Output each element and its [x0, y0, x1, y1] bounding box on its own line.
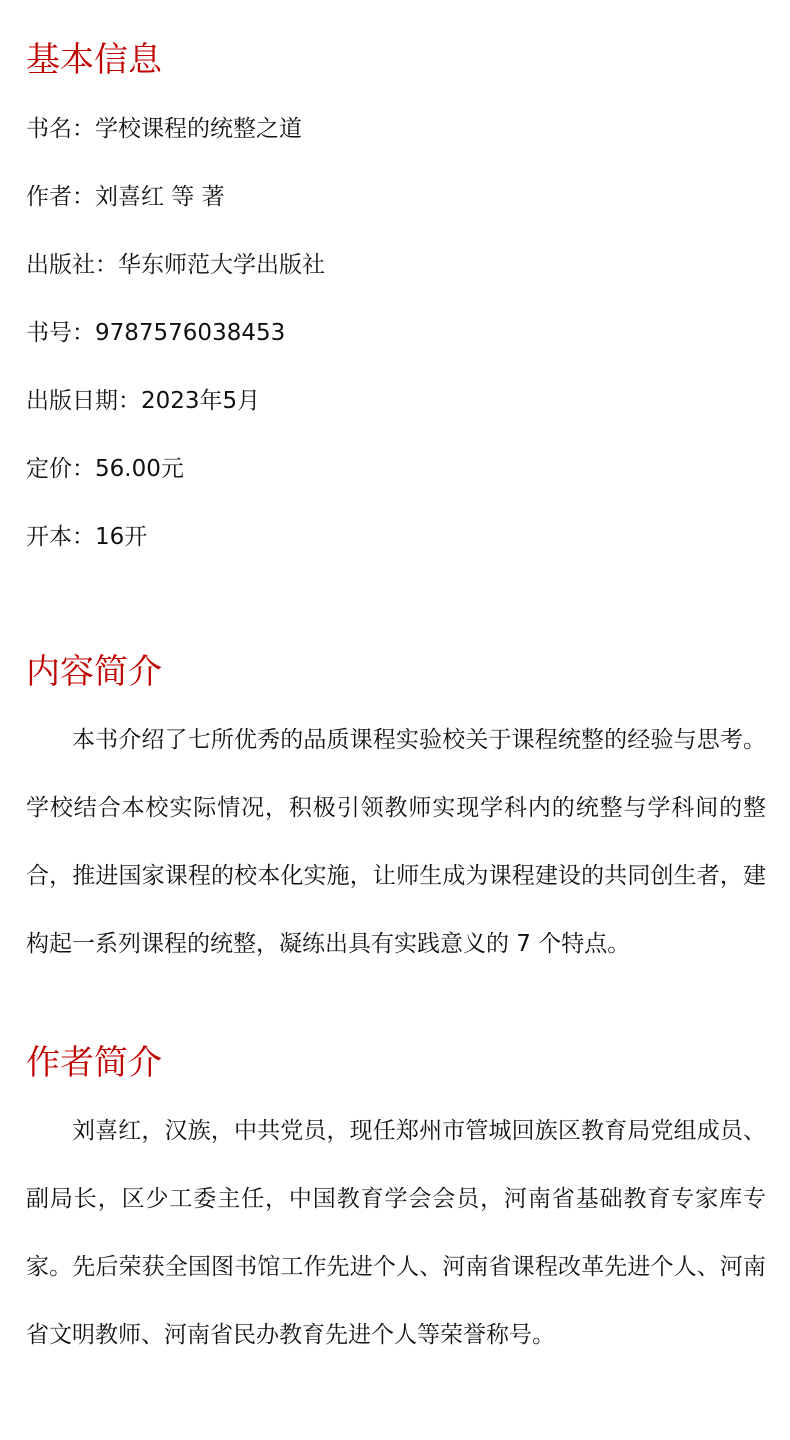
author-intro-paragraph: 刘喜红，汉族，中共党员，现任郑州市管城回族区教育局党组成员、副局长，区少工委主任，中国教育学会会员，河南省基础教育专家库专家。先后荣获全国图书馆工作先进个人、河南省课程改革先进个人、河南省文明教师、河南省民办教育先进个人等荣誉称号。	[26, 1118, 766, 1348]
format-line: 开本：16开	[26, 524, 148, 550]
isbn-line: 书号：9787576038453	[26, 320, 286, 346]
basic-info-heading: 基本信息	[26, 40, 162, 80]
publisher-line: 出版社：华东师范大学出版社	[26, 252, 325, 278]
summary-heading: 内容简介	[26, 652, 162, 692]
book-title-line: 书名：学校课程的统整之道	[26, 116, 302, 142]
author-line: 作者：刘喜红 等 著	[26, 184, 225, 210]
author-intro-heading: 作者简介	[26, 1043, 162, 1083]
publish-date-line: 出版日期：2023年5月	[26, 388, 261, 414]
summary-paragraph: 本书介绍了七所优秀的品质课程实验校关于课程统整的经验与思考。学校结合本校实际情况，积极引领教师实现学科内的统整与学科间的整合，推进国家课程的校本化实施，让师生成为课程建设的共同创生者，建构起一系列课程的统整，凝练出具有实践意义的 7 个特点。	[26, 727, 766, 957]
price-line: 定价：56.00元	[26, 456, 184, 482]
